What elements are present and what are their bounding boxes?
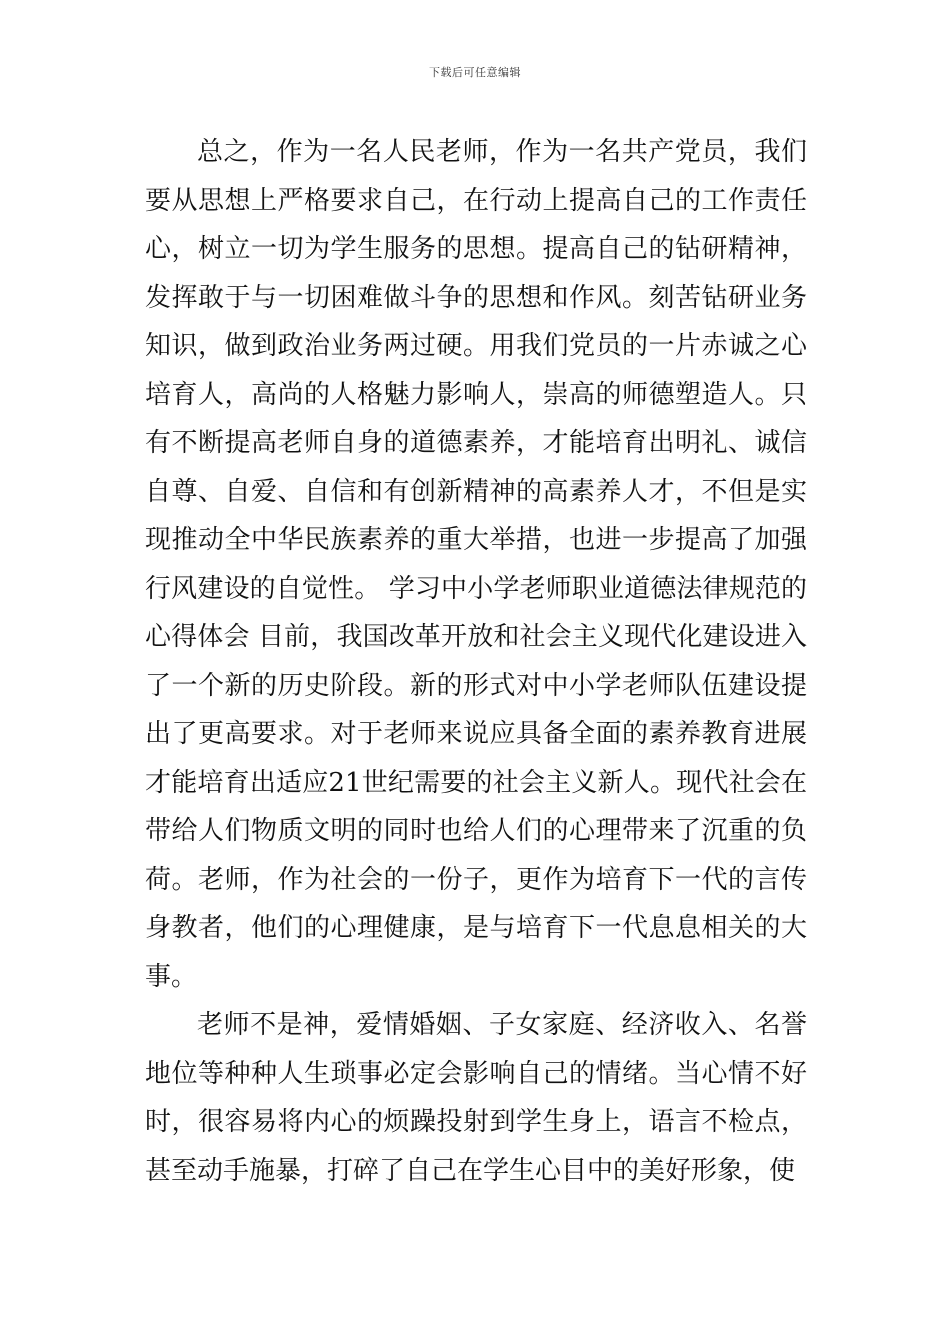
page-header: 下载后可任意编辑 — [429, 66, 521, 79]
paragraph-2: 老师不是神，爱情婚姻、子女家庭、经济收入、名誉地位等种种人生琐事必定会影响自己的情绪。当心情不好时，很容易将内心的烦躁投射到学生身上，语言不检点，甚至动手施暴，打碎了自己在学生心目中的美好形象，使 — [145, 1010, 807, 1186]
paragraph-1: 总之，作为一名人民老师，作为一名共产党员，我们要从思想上严格要求自己，在行动上提高自己的工作责任心，树立一切为学生服务的思想。提高自己的钻研精神，发挥敢于与一切困难做斗争的思想和作风。刻苦钻研业务知识，做到政治业务两过硬。用我们党员的一片赤诚之心培育人，高尚的人格魅力影响人，崇高的师德塑造人。只有不断提高老师自身的道德素养，才能培育出明礼、诚信自尊、自爱、自信和有创新精神的高素养人才，不但是实现推动全中华民族素养的重大举措，也进一步提高了加强行风建设的自觉性。 学习中小学老师职业道德法律规范的心得体会 目前，我国改革开放和社会主义现代化建设进入了一个新的历史阶段。新的形式对中小学老师队伍建设提出了更高要求。对于老师来说应具备全面的素养教育进展才能培育出适应21世纪需要的社会主义新人。现代社会在带给人们物质文明的同时也给人们的心理带来了沉重的负荷。老师，作为社会的一份子，更作为培育下一代的言传身教者，他们的心理健康，是与培育下一代息息相关的大事。 — [145, 137, 807, 992]
document-body — [145, 128, 807, 1195]
